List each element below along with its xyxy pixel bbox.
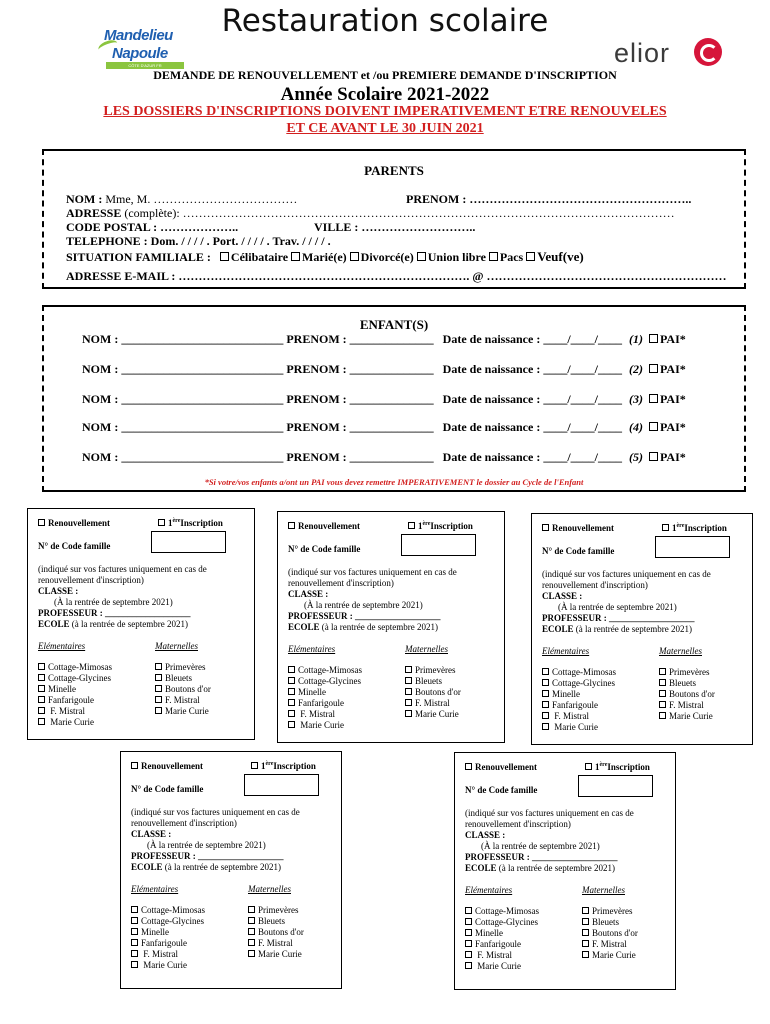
child-row-4: [82, 420, 686, 435]
mat-option[interactable]: Primevères: [155, 662, 206, 672]
mat-checkbox[interactable]: [582, 951, 589, 958]
child-card-4: [120, 751, 342, 989]
mat-checkbox[interactable]: [155, 663, 162, 670]
code-famille-label: N° de Code famille: [542, 546, 615, 556]
elem-option[interactable]: Marie Curie: [288, 720, 344, 730]
code-famille-label: N° de Code famille: [288, 544, 361, 554]
renouvellement-option[interactable]: [288, 521, 360, 531]
parents-title: PARENTS: [364, 163, 424, 178]
child-prenom-field[interactable]: PRENOM : ______________: [286, 332, 434, 346]
parent-ville-field[interactable]: VILLE : ………………………..: [314, 220, 476, 234]
child-nom-field[interactable]: NOM : ___________________________: [82, 392, 284, 406]
elem-checkbox[interactable]: [131, 961, 138, 968]
code-famille-input[interactable]: [401, 534, 476, 556]
child-nom-field[interactable]: NOM : ___________________________: [82, 362, 284, 376]
pai-label: PAI*: [659, 332, 686, 346]
classe-rentree: (À la rentrée de septembre 2021): [304, 600, 423, 610]
mat-checkbox[interactable]: [248, 950, 255, 957]
mat-checkbox[interactable]: [405, 688, 412, 695]
classe-field[interactable]: CLASSE :: [131, 829, 172, 839]
child-card-2: [277, 511, 505, 743]
indique-line-1: (indiqué sur vos factures uniquement en cas de: [542, 569, 711, 579]
mat-checkbox[interactable]: [155, 685, 162, 692]
pai-label: PAI*: [659, 420, 686, 434]
elem-checkbox[interactable]: [131, 939, 138, 946]
renouvellement-label: Renouvellement: [48, 518, 110, 528]
elem-option[interactable]: Cottage-Mimosas: [38, 662, 112, 672]
inscription-option[interactable]: 1èreInscription: [662, 523, 727, 533]
checkbox-divorce[interactable]: [350, 252, 359, 261]
inscription-option[interactable]: 1èreInscription: [585, 762, 650, 772]
indique-line-1: (indiqué sur vos factures uniquement en cas de: [38, 564, 207, 574]
mat-checkbox[interactable]: [659, 701, 666, 708]
elem-option[interactable]: Marie Curie: [542, 722, 598, 732]
enfants-section: [42, 305, 746, 492]
indique-line-1: (indiqué sur vos factures uniquement en cas de: [465, 808, 634, 818]
code-famille-input[interactable]: [655, 536, 730, 558]
mat-option[interactable]: F. Mistral: [582, 939, 627, 949]
elem-checkbox[interactable]: [38, 663, 45, 670]
ecole-line: [38, 619, 188, 629]
ecole-line: [131, 862, 281, 872]
option-divorce: Divorcé(e): [360, 250, 414, 264]
child-card-5: [454, 752, 676, 990]
mat-checkbox[interactable]: [155, 707, 162, 714]
ecole-label: ECOLE: [288, 622, 320, 632]
renouvellement-option[interactable]: [542, 523, 614, 533]
classe-field[interactable]: CLASSE :: [465, 830, 506, 840]
mat-checkbox[interactable]: [405, 666, 412, 673]
adresse-value: (complète): ……………………………………………………………………………………………………………: [124, 206, 675, 220]
elem-option[interactable]: Cottage-Glycines: [131, 916, 204, 926]
elementaires-heading: Elémentaires: [131, 884, 179, 894]
elem-option[interactable]: Marie Curie: [38, 717, 94, 727]
mat-option[interactable]: Primevères: [582, 906, 633, 916]
child-row-3: [82, 392, 686, 407]
maternelles-heading: Maternelles: [582, 885, 625, 895]
mat-checkbox[interactable]: [248, 939, 255, 946]
inscription-checkbox[interactable]: [158, 519, 165, 526]
classe-rentree: (À la rentrée de septembre 2021): [147, 840, 266, 850]
code-famille-input[interactable]: [578, 775, 653, 797]
parents-section: [42, 149, 746, 289]
mat-checkbox[interactable]: [248, 928, 255, 935]
child-dob-field[interactable]: Date de naissance : ____/____/____: [442, 392, 622, 406]
mat-option[interactable]: Bleuets: [248, 916, 285, 926]
mat-option[interactable]: F. Mistral: [248, 938, 293, 948]
elem-checkbox[interactable]: [465, 940, 472, 947]
mat-checkbox[interactable]: [405, 710, 412, 717]
child-number: (5): [628, 450, 643, 464]
mat-option[interactable]: Marie Curie: [248, 949, 302, 959]
classe-field[interactable]: CLASSE :: [38, 586, 79, 596]
child-number: (3): [628, 392, 643, 406]
mat-option[interactable]: Bleuets: [155, 673, 192, 683]
inscription-checkbox[interactable]: [408, 522, 415, 529]
pai-checkbox[interactable]: [649, 452, 658, 461]
mat-checkbox[interactable]: [248, 906, 255, 913]
elem-option[interactable]: Cottage-Glycines: [465, 917, 538, 927]
renouvellement-checkbox[interactable]: [288, 522, 295, 529]
pai-label: PAI*: [659, 392, 686, 406]
parent-adresse-field[interactable]: [66, 206, 675, 221]
renouvellement-option[interactable]: [465, 762, 537, 772]
child-nom-field[interactable]: NOM : ___________________________: [82, 420, 284, 434]
maternelles-heading: Maternelles: [248, 884, 291, 894]
child-card-3: [531, 513, 753, 745]
elem-checkbox[interactable]: [542, 679, 549, 686]
elem-option[interactable]: Cottage-Glycines: [542, 678, 615, 688]
elem-checkbox[interactable]: [38, 696, 45, 703]
professeur-field[interactable]: PROFESSEUR : ___________________: [465, 852, 618, 862]
inscription-option[interactable]: 1èreInscription: [408, 521, 473, 531]
warning-line-2: ET CE AVANT LE 30 JUIN 2021: [286, 121, 484, 136]
maternelles-heading: Maternelles: [659, 646, 702, 656]
elem-option[interactable]: Minelle: [288, 687, 326, 697]
inscription-option[interactable]: 1èreInscription: [251, 761, 316, 771]
mat-option[interactable]: Bleuets: [582, 917, 619, 927]
mat-option[interactable]: Marie Curie: [659, 711, 713, 721]
mat-option[interactable]: Boutons d'or: [582, 928, 638, 938]
checkbox-pacs[interactable]: [489, 252, 498, 261]
child-card-1: [27, 508, 255, 740]
pai-note: *Si votre/vos enfants a/ont un PAI vous devez remettre IMPERATIVEMENT le dossier au Cycle de l'Enfant: [204, 477, 584, 487]
mat-option[interactable]: F. Mistral: [405, 698, 450, 708]
pai-label: PAI*: [659, 450, 686, 464]
mat-checkbox[interactable]: [659, 679, 666, 686]
elem-option[interactable]: F. Mistral: [38, 706, 85, 716]
elem-option[interactable]: Marie Curie: [131, 960, 187, 970]
enfants-title: ENFANT(S): [359, 317, 429, 332]
elementaires-heading: Elémentaires: [542, 646, 590, 656]
classe-field[interactable]: CLASSE :: [288, 589, 329, 599]
mat-checkbox[interactable]: [155, 696, 162, 703]
ecole-line: [465, 863, 615, 873]
elementaires-heading: Elémentaires: [38, 641, 86, 651]
renouvellement-checkbox[interactable]: [542, 524, 549, 531]
indique-line-2: renouvellement d'inscription): [542, 580, 648, 590]
elem-checkbox[interactable]: [131, 906, 138, 913]
elem-checkbox[interactable]: [288, 677, 295, 684]
subtitle: DEMANDE DE RENOUVELLEMENT et /ou PREMIERE DEMANDE D'INSCRIPTION: [153, 68, 617, 82]
page-title: Restauration scolaire: [221, 3, 549, 39]
renouvellement-label: Renouvellement: [475, 762, 537, 772]
professeur-field[interactable]: PROFESSEUR : ___________________: [542, 613, 695, 623]
child-row-1: [82, 332, 686, 347]
indique-line-1: (indiqué sur vos factures uniquement en cas de: [131, 807, 300, 817]
elem-checkbox[interactable]: [465, 918, 472, 925]
ecole-rentree: (à la rentrée de septembre 2021): [71, 619, 188, 629]
child-prenom-field[interactable]: PRENOM : ______________: [286, 362, 434, 376]
elem-checkbox[interactable]: [38, 707, 45, 714]
mat-checkbox[interactable]: [248, 917, 255, 924]
mat-option[interactable]: Boutons d'or: [155, 684, 211, 694]
renouvellement-checkbox[interactable]: [465, 763, 472, 770]
adresse-label: ADRESSE: [66, 206, 122, 220]
code-famille-label: N° de Code famille: [465, 785, 538, 795]
mat-checkbox[interactable]: [405, 699, 412, 706]
ecole-line: [288, 622, 438, 632]
elem-checkbox[interactable]: [38, 718, 45, 725]
logo-text-1: Mandelieu: [104, 27, 173, 44]
classe-rentree: (À la rentrée de septembre 2021): [54, 597, 173, 607]
mat-option[interactable]: Marie Curie: [582, 950, 636, 960]
elem-option[interactable]: Minelle: [542, 689, 580, 699]
child-row-5: [82, 450, 686, 465]
elem-checkbox[interactable]: [465, 951, 472, 958]
inscription-checkbox[interactable]: [662, 524, 669, 531]
indique-line-1: (indiqué sur vos factures uniquement en cas de: [288, 567, 457, 577]
parent-nom-field[interactable]: [66, 192, 297, 207]
mat-checkbox[interactable]: [582, 907, 589, 914]
mat-checkbox[interactable]: [582, 940, 589, 947]
elem-checkbox[interactable]: [542, 701, 549, 708]
checkbox-veuf[interactable]: [526, 252, 535, 261]
elem-checkbox[interactable]: [131, 917, 138, 924]
elem-checkbox[interactable]: [542, 690, 549, 697]
pai-checkbox[interactable]: [649, 422, 658, 431]
elem-option[interactable]: F. Mistral: [465, 950, 512, 960]
mat-checkbox[interactable]: [405, 677, 412, 684]
child-number: (1): [628, 332, 643, 346]
checkbox-marie[interactable]: [291, 252, 300, 261]
elem-checkbox[interactable]: [465, 929, 472, 936]
code-famille-label: N° de Code famille: [38, 541, 111, 551]
option-pacs: Pacs: [499, 250, 524, 264]
indique-line-2: renouvellement d'inscription): [288, 578, 394, 588]
renouvellement-label: Renouvellement: [141, 761, 203, 771]
inscription-checkbox[interactable]: [585, 763, 592, 770]
professeur-field[interactable]: PROFESSEUR : ___________________: [131, 851, 284, 861]
parent-prenom-field[interactable]: PRENOM : ………………………………………………..: [406, 192, 692, 206]
elem-option[interactable]: Minelle: [131, 927, 169, 937]
elem-checkbox[interactable]: [288, 710, 295, 717]
mat-checkbox[interactable]: [582, 918, 589, 925]
elem-option[interactable]: F. Mistral: [542, 711, 589, 721]
child-prenom-field[interactable]: PRENOM : ______________: [286, 450, 434, 464]
elem-checkbox[interactable]: [465, 962, 472, 969]
elem-checkbox[interactable]: [288, 721, 295, 728]
maternelles-heading: Maternelles: [405, 644, 448, 654]
mat-option[interactable]: F. Mistral: [659, 700, 704, 710]
ecole-rentree: (à la rentrée de septembre 2021): [321, 622, 438, 632]
elem-checkbox[interactable]: [288, 699, 295, 706]
parent-code-postal-field[interactable]: CODE POSTAL : ………………..: [66, 220, 239, 234]
elem-checkbox[interactable]: [288, 688, 295, 695]
child-nom-field[interactable]: NOM : ___________________________: [82, 332, 284, 346]
elem-checkbox[interactable]: [542, 668, 549, 675]
ecole-label: ECOLE: [465, 863, 497, 873]
mat-checkbox[interactable]: [659, 712, 666, 719]
ecole-rentree: (à la rentrée de septembre 2021): [164, 862, 281, 872]
mat-option[interactable]: Bleuets: [659, 678, 696, 688]
renouvellement-option[interactable]: [131, 761, 203, 771]
elem-checkbox[interactable]: [542, 712, 549, 719]
inscription-option[interactable]: 1èreInscription: [158, 518, 223, 528]
professeur-field[interactable]: PROFESSEUR : ___________________: [288, 611, 441, 621]
renouvellement-checkbox[interactable]: [38, 519, 45, 526]
mat-option[interactable]: Boutons d'or: [659, 689, 715, 699]
option-marie: Marié(e): [302, 250, 347, 264]
parent-telephone-field[interactable]: TELEPHONE : Dom. / / / / . Port. / / / / . Trav. / / / / .: [66, 234, 331, 248]
ecole-label: ECOLE: [38, 619, 70, 629]
classe-rentree: (À la rentrée de septembre 2021): [481, 841, 600, 851]
elem-checkbox[interactable]: [131, 950, 138, 957]
elior-logo-icon: [694, 38, 722, 66]
mat-checkbox[interactable]: [155, 674, 162, 681]
elem-checkbox[interactable]: [38, 674, 45, 681]
child-prenom-field[interactable]: PRENOM : ______________: [286, 392, 434, 406]
elem-option[interactable]: Cottage-Mimosas: [542, 667, 616, 677]
option-union-libre: Union libre: [427, 250, 486, 264]
elem-option[interactable]: Marie Curie: [465, 961, 521, 971]
child-number: (4): [628, 420, 643, 434]
child-number: (2): [628, 362, 643, 376]
mat-option[interactable]: Primevères: [405, 665, 456, 675]
elem-option[interactable]: Cottage-Mimosas: [131, 905, 205, 915]
elem-option[interactable]: Cottage-Glycines: [38, 673, 111, 683]
elem-option[interactable]: Fanfarigoule: [288, 698, 344, 708]
ecole-label: ECOLE: [131, 862, 163, 872]
elem-checkbox[interactable]: [38, 685, 45, 692]
mat-option[interactable]: Primevères: [659, 667, 710, 677]
situation-familiale: [66, 249, 584, 265]
elem-checkbox[interactable]: [288, 666, 295, 673]
child-prenom-field[interactable]: PRENOM : ______________: [286, 420, 434, 434]
mat-option[interactable]: Primevères: [248, 905, 299, 915]
ecole-rentree: (à la rentrée de septembre 2021): [575, 624, 692, 634]
mat-checkbox[interactable]: [659, 668, 666, 675]
ecole-line: [542, 624, 692, 634]
elem-checkbox[interactable]: [131, 928, 138, 935]
mat-checkbox[interactable]: [659, 690, 666, 697]
checkbox-union-libre[interactable]: [417, 252, 426, 261]
nom-label: NOM :: [66, 192, 103, 206]
elem-checkbox[interactable]: [465, 907, 472, 914]
elementaires-heading: Elémentaires: [465, 885, 513, 895]
option-celibataire: Célibataire: [230, 250, 289, 264]
nom-value: Mme, M. ………………………………: [105, 192, 298, 206]
elem-option[interactable]: Minelle: [465, 928, 503, 938]
elem-option[interactable]: F. Mistral: [131, 949, 178, 959]
child-dob-field[interactable]: Date de naissance : ____/____/____: [442, 362, 622, 376]
elem-option[interactable]: Cottage-Glycines: [288, 676, 361, 686]
child-dob-field[interactable]: Date de naissance : ____/____/____: [442, 420, 622, 434]
elem-option[interactable]: Fanfarigoule: [131, 938, 187, 948]
elem-option[interactable]: Fanfarigoule: [465, 939, 521, 949]
elem-option[interactable]: Cottage-Mimosas: [288, 665, 362, 675]
option-veuf: Veuf(ve): [537, 249, 584, 264]
mat-option[interactable]: Bleuets: [405, 676, 442, 686]
elem-checkbox[interactable]: [542, 723, 549, 730]
code-famille-input[interactable]: [244, 774, 319, 796]
mat-option[interactable]: Boutons d'or: [405, 687, 461, 697]
parent-email-field[interactable]: ADRESSE E-MAIL : ………………………………………………………………. @ ……………………………………………………: [66, 269, 727, 283]
elior-logo-text: elior: [614, 38, 671, 68]
indique-line-2: renouvellement d'inscription): [465, 819, 571, 829]
ecole-label: ECOLE: [542, 624, 574, 634]
elem-option[interactable]: Fanfarigoule: [38, 695, 94, 705]
logo-band: CÔTE D'AZUR FR: [106, 62, 184, 69]
mat-option[interactable]: Marie Curie: [405, 709, 459, 719]
pai-checkbox[interactable]: [649, 334, 658, 343]
school-year: Année Scolaire 2021-2022: [280, 84, 490, 105]
child-nom-field[interactable]: NOM : ___________________________: [82, 450, 284, 464]
inscription-checkbox[interactable]: [251, 762, 258, 769]
mat-option[interactable]: F. Mistral: [155, 695, 200, 705]
child-dob-field[interactable]: Date de naissance : ____/____/____: [442, 332, 622, 346]
indique-line-2: renouvellement d'inscription): [38, 575, 144, 585]
pai-label: PAI*: [659, 362, 686, 376]
renouvellement-checkbox[interactable]: [131, 762, 138, 769]
checkbox-celibataire[interactable]: [220, 252, 229, 261]
renouvellement-label: Renouvellement: [552, 523, 614, 533]
elem-option[interactable]: Minelle: [38, 684, 76, 694]
elem-option[interactable]: Cottage-Mimosas: [465, 906, 539, 916]
elementaires-heading: Elémentaires: [288, 644, 336, 654]
situation-label: SITUATION FAMILIALE :: [66, 250, 211, 264]
maternelles-heading: Maternelles: [155, 641, 198, 651]
child-row-2: [82, 362, 686, 377]
classe-field[interactable]: CLASSE :: [542, 591, 583, 601]
mat-option[interactable]: Marie Curie: [155, 706, 209, 716]
logo-text-2: Napoule: [112, 45, 168, 62]
classe-rentree: (À la rentrée de septembre 2021): [558, 602, 677, 612]
ecole-rentree: (à la rentrée de septembre 2021): [498, 863, 615, 873]
pai-checkbox[interactable]: [649, 364, 658, 373]
code-famille-input[interactable]: [151, 531, 226, 553]
professeur-field[interactable]: PROFESSEUR : ___________________: [38, 608, 191, 618]
warning-line-1: LES DOSSIERS D'INSCRIPTIONS DOIVENT IMPERATIVEMENT ETRE RENOUVELES: [103, 104, 667, 119]
indique-line-2: renouvellement d'inscription): [131, 818, 237, 828]
pai-checkbox[interactable]: [649, 394, 658, 403]
child-dob-field[interactable]: Date de naissance : ____/____/____: [442, 450, 622, 464]
mat-option[interactable]: Boutons d'or: [248, 927, 304, 937]
elem-option[interactable]: F. Mistral: [288, 709, 335, 719]
renouvellement-option[interactable]: [38, 518, 110, 528]
elem-option[interactable]: Fanfarigoule: [542, 700, 598, 710]
code-famille-label: N° de Code famille: [131, 784, 204, 794]
mat-checkbox[interactable]: [582, 929, 589, 936]
renouvellement-label: Renouvellement: [298, 521, 360, 531]
